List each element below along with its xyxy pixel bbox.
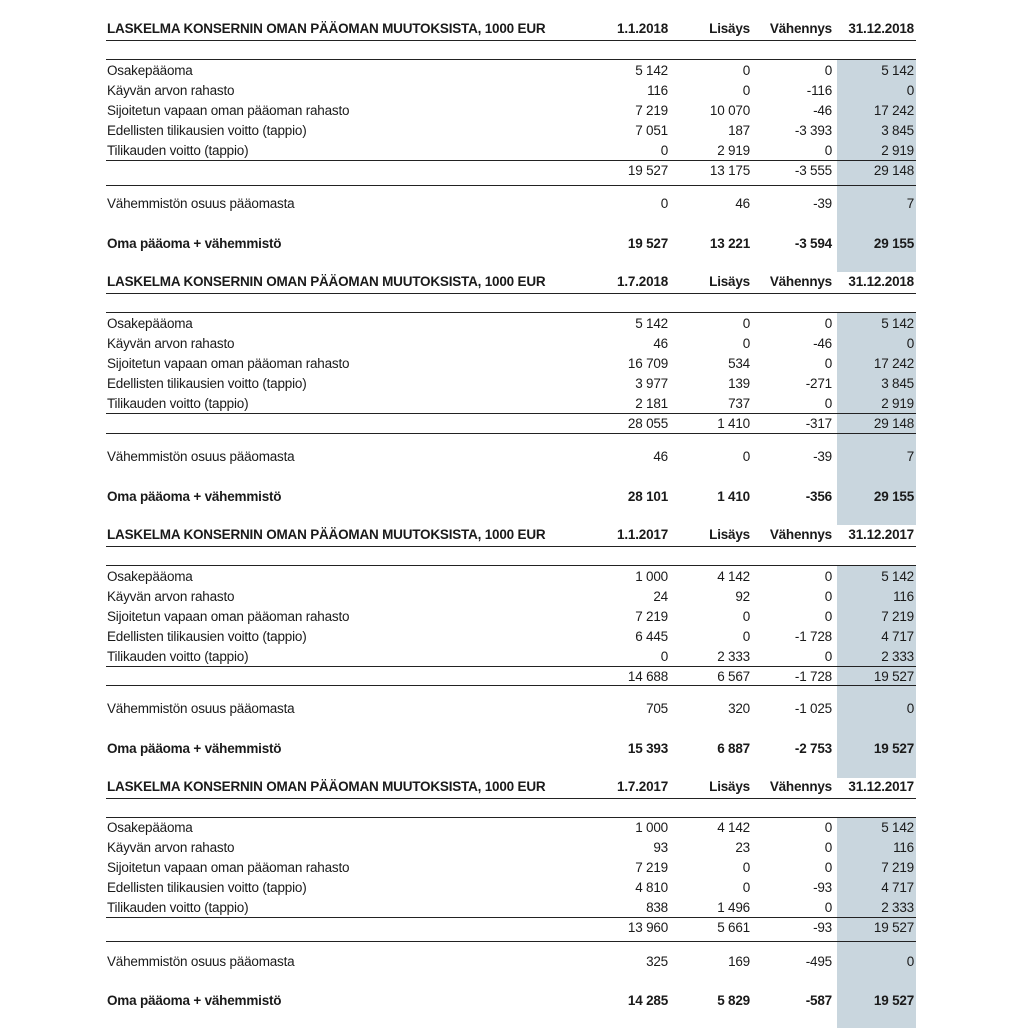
table-row: Tilikauden voitto (tappio) 0 2 333 0 2 333 bbox=[107, 649, 914, 664]
column-header: 31.12.2017 bbox=[848, 527, 914, 542]
total-row: Oma pääoma + vähemmistö 19 527 13 221 -3 594 29 155 bbox=[107, 236, 914, 251]
table-row: Sijoitetun vapaan oman pääoman rahasto 7 219 0 0 7 219 bbox=[107, 609, 914, 624]
column-header: 31.12.2018 bbox=[848, 274, 914, 289]
column-header: Lisäys bbox=[709, 274, 750, 289]
table-header bbox=[106, 20, 916, 41]
column-header: 1.7.2017 bbox=[617, 779, 668, 794]
equity-table bbox=[106, 778, 916, 1030]
divider bbox=[106, 59, 916, 60]
column-header: 1.1.2017 bbox=[617, 527, 668, 542]
minority-row: Vähemmistön osuus pääomasta 325 169 -495 0 bbox=[107, 954, 914, 969]
table-row: Tilikauden voitto (tappio) 838 1 496 0 2 333 bbox=[107, 900, 914, 915]
subtotal-row: 28 055 1 410 -317 29 148 bbox=[627, 416, 914, 431]
table-row: Edellisten tilikausien voitto (tappio) 7 051 187 -3 393 3 845 bbox=[107, 123, 914, 138]
table-row: Sijoitetun vapaan oman pääoman rahasto 16 709 534 0 17 242 bbox=[107, 356, 914, 371]
table-row: Osakepääoma 5 142 0 0 5 142 bbox=[107, 63, 914, 78]
table-row: Käyvän arvon rahasto 46 0 -46 0 bbox=[107, 336, 914, 351]
total-row: Oma pääoma + vähemmistö 28 101 1 410 -356 29 155 bbox=[107, 489, 914, 504]
subtotal-row: 14 688 6 567 -1 728 19 527 bbox=[627, 669, 914, 684]
table-row: Sijoitetun vapaan oman pääoman rahasto 7 219 10 070 -46 17 242 bbox=[107, 103, 914, 118]
table-row: Edellisten tilikausien voitto (tappio) 3 977 139 -271 3 845 bbox=[107, 376, 914, 391]
column-header: Vähennys bbox=[769, 779, 832, 794]
column-header: 31.12.2017 bbox=[848, 779, 914, 794]
table-header bbox=[106, 273, 916, 294]
table-row: Osakepääoma 1 000 4 142 0 5 142 bbox=[107, 569, 914, 584]
table-row: Osakepääoma 5 142 0 0 5 142 bbox=[107, 316, 914, 331]
divider bbox=[106, 312, 916, 313]
table-row: Edellisten tilikausien voitto (tappio) 6 445 0 -1 728 4 717 bbox=[107, 629, 914, 644]
divider bbox=[106, 685, 916, 686]
column-header: 31.12.2018 bbox=[848, 21, 914, 36]
total-row: Oma pääoma + vähemmistö 15 393 6 887 -2 753 19 527 bbox=[107, 741, 914, 756]
table-row: Tilikauden voitto (tappio) 2 181 737 0 2 919 bbox=[107, 396, 914, 411]
minority-row: Vähemmistön osuus pääomasta 0 46 -39 7 bbox=[107, 196, 914, 211]
table-title: LASKELMA KONSERNIN OMAN PÄÄOMAN MUUTOKSISTA, 1000 EUR bbox=[107, 21, 546, 36]
table-row: Edellisten tilikausien voitto (tappio) 4 810 0 -93 4 717 bbox=[107, 880, 914, 895]
table-title: LASKELMA KONSERNIN OMAN PÄÄOMAN MUUTOKSISTA, 1000 EUR bbox=[107, 779, 546, 794]
table-header bbox=[106, 526, 916, 547]
column-header: Vähennys bbox=[769, 274, 832, 289]
table-row: Osakepääoma 1 000 4 142 0 5 142 bbox=[107, 820, 914, 835]
column-header: 1.1.2018 bbox=[617, 21, 668, 36]
equity-table bbox=[106, 273, 916, 525]
column-header: Lisäys bbox=[709, 779, 750, 794]
minority-row: Vähemmistön osuus pääomasta 705 320 -1 025 0 bbox=[107, 701, 914, 716]
divider bbox=[106, 565, 916, 566]
subtotal-row: 13 960 5 661 -93 19 527 bbox=[627, 920, 914, 935]
divider bbox=[106, 433, 916, 434]
column-header: Lisäys bbox=[709, 21, 750, 36]
table-row: Käyvän arvon rahasto 116 0 -116 0 bbox=[107, 83, 914, 98]
column-header: Vähennys bbox=[769, 527, 832, 542]
table-row: Käyvän arvon rahasto 24 92 0 116 bbox=[107, 589, 914, 604]
table-title: LASKELMA KONSERNIN OMAN PÄÄOMAN MUUTOKSISTA, 1000 EUR bbox=[107, 527, 546, 542]
table-title: LASKELMA KONSERNIN OMAN PÄÄOMAN MUUTOKSISTA, 1000 EUR bbox=[107, 274, 546, 289]
equity-table bbox=[106, 526, 916, 778]
equity-table bbox=[106, 20, 916, 272]
table-row: Tilikauden voitto (tappio) 0 2 919 0 2 919 bbox=[107, 143, 914, 158]
total-row: Oma pääoma + vähemmistö 14 285 5 829 -587 19 527 bbox=[107, 993, 914, 1008]
column-header: Vähennys bbox=[769, 21, 832, 36]
subtotal-row: 19 527 13 175 -3 555 29 148 bbox=[627, 163, 914, 178]
divider bbox=[106, 941, 916, 942]
divider bbox=[106, 185, 916, 186]
table-row: Sijoitetun vapaan oman pääoman rahasto 7 219 0 0 7 219 bbox=[107, 860, 914, 875]
table-row: Käyvän arvon rahasto 93 23 0 116 bbox=[107, 840, 914, 855]
column-header: Lisäys bbox=[709, 527, 750, 542]
column-header: 1.7.2018 bbox=[617, 274, 668, 289]
minority-row: Vähemmistön osuus pääomasta 46 0 -39 7 bbox=[107, 449, 914, 464]
table-header bbox=[106, 778, 916, 799]
